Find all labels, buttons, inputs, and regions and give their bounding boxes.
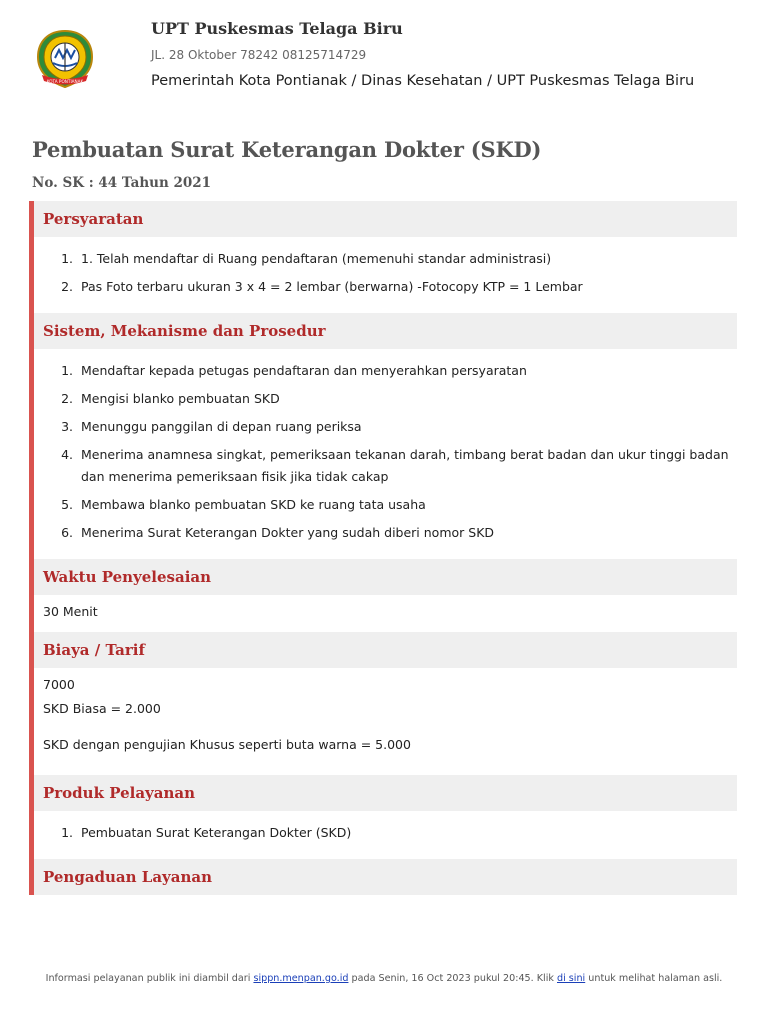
list-item-number: 5.	[61, 497, 73, 512]
waktu-value: 30 Menit	[43, 604, 98, 619]
list-item	[34, 819, 737, 847]
biaya-line: SKD Biasa = 2.000	[43, 701, 161, 716]
list-item	[34, 441, 737, 491]
logo-banner-text: KOTA PONTIANAK	[46, 79, 84, 84]
footer-middle: pada Senin, 16 Oct 2023 pukul 20:45. Klik	[351, 973, 554, 984]
list-item-number: 3.	[61, 419, 73, 434]
organization-address: JL. 28 Oktober 78242 08125714729	[151, 48, 367, 62]
section-heading-persyaratan: Persyaratan	[34, 201, 737, 237]
breadcrumb: Pemerintah Kota Pontianak / Dinas Kesehatan / UPT Puskesmas Telaga Biru	[151, 73, 695, 89]
list-item	[34, 491, 737, 519]
page-title: Pembuatan Surat Keterangan Dokter (SKD)	[32, 137, 542, 162]
biaya-line: 7000	[43, 677, 75, 692]
list-item-number: 1.	[61, 363, 73, 378]
section-heading-waktu: Waktu Penyelesaian	[34, 559, 737, 595]
footer-prefix: Informasi pelayanan publik ini diambil dari	[45, 973, 251, 984]
list-item-number: 1.	[61, 825, 73, 840]
list-item	[34, 357, 737, 385]
list-item-text: Pembuatan Surat Keterangan Dokter (SKD)	[81, 825, 352, 840]
biaya-line: SKD dengan pengujian Khusus seperti buta warna = 5.000	[43, 737, 411, 752]
list-item-text: Pas Foto terbaru ukuran 3 x 4 = 2 lembar (berwarna) -Fotocopy KTP = 1 Lembar	[81, 279, 583, 294]
list-item-text: Menerima Surat Keterangan Dokter yang sudah diberi nomor SKD	[81, 525, 495, 540]
list-item-number: 6.	[61, 525, 73, 540]
list-item	[34, 385, 737, 413]
source-link[interactable]: sippn.menpan.go.id	[253, 973, 349, 984]
list-item-number: 2.	[61, 279, 73, 294]
footer-suffix: untuk melihat halaman asli.	[588, 973, 723, 984]
list-item-number: 4.	[61, 447, 73, 462]
list-item-text: Menerima anamnesa singkat, pemeriksaan tekanan darah, timbang berat badan dan ukur tinggi badan dan menerima pemeriksaan fisik jika tidak cakap	[81, 447, 729, 484]
section-heading-prosedur: Sistem, Mekanisme dan Prosedur	[34, 313, 737, 349]
produk-list	[34, 811, 737, 859]
organization-name: UPT Puskesmas Telaga Biru	[151, 19, 403, 38]
list-item-text: Mendaftar kepada petugas pendaftaran dan menyerahkan persyaratan	[81, 363, 527, 378]
list-item	[34, 245, 737, 273]
list-item-text: Mengisi blanko pembuatan SKD	[81, 391, 280, 406]
list-item	[34, 519, 737, 547]
section-heading-biaya: Biaya / Tarif	[34, 632, 737, 668]
waktu-value-block	[34, 595, 737, 632]
list-item-text: 1. Telah mendaftar di Ruang pendaftaran (memenuhi standar administrasi)	[81, 251, 552, 266]
section-heading-produk: Produk Pelayanan	[34, 775, 737, 811]
list-item-text: Menunggu panggilan di depan ruang periksa	[81, 419, 362, 434]
page-footer	[0, 973, 768, 984]
biaya-value-block	[34, 668, 737, 765]
list-item-text: Membawa blanko pembuatan SKD ke ruang tata usaha	[81, 497, 426, 512]
pontianak-city-emblem-icon	[34, 28, 96, 90]
section-heading-pengaduan: Pengaduan Layanan	[34, 859, 737, 895]
list-item-number: 2.	[61, 391, 73, 406]
sk-number: No. SK : 44 Tahun 2021	[32, 175, 212, 191]
service-details	[29, 201, 737, 895]
original-page-link[interactable]: di sini	[557, 973, 586, 984]
list-item	[34, 273, 737, 301]
persyaratan-list	[34, 237, 737, 313]
list-item	[34, 413, 737, 441]
prosedur-list	[34, 349, 737, 559]
list-item-number: 1.	[61, 251, 73, 266]
page-header	[0, 0, 768, 110]
